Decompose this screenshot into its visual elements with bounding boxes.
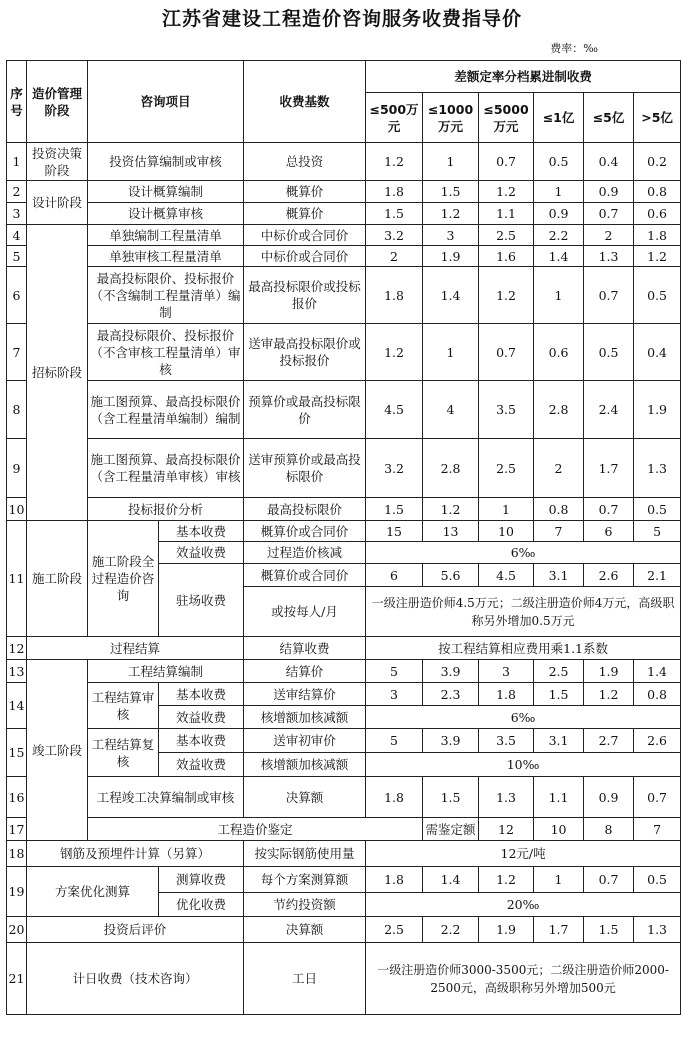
rate-cell: 0.5 — [634, 867, 681, 893]
fee-type-cell: 基本收费 — [159, 683, 244, 706]
item-cell: 设计概算审核 — [88, 203, 244, 225]
rate-cell: 5.6 — [423, 564, 479, 587]
rate-cell: 0.8 — [534, 498, 584, 521]
item-cell: 单独编制工程量清单 — [88, 225, 244, 246]
base-cell: 送审结算价 — [244, 683, 366, 706]
base-cell: 需鉴定额 — [423, 818, 479, 841]
fee-type-cell: 效益收费 — [159, 542, 244, 564]
fee-type-cell: 效益收费 — [159, 706, 244, 729]
rate-cell: 0.9 — [584, 181, 634, 203]
table-row — [7, 729, 681, 753]
table-row — [7, 867, 681, 893]
table-row — [7, 381, 681, 439]
rate-cell: 1.3 — [479, 777, 534, 818]
row-number: 15 — [7, 729, 27, 777]
rate-cell: 1 — [423, 324, 479, 381]
rate-cell: 0.8 — [634, 683, 681, 706]
rate-cell: 2.7 — [584, 729, 634, 753]
rate-cell: 0.4 — [634, 324, 681, 381]
rate-cell: 8 — [584, 818, 634, 841]
rate-cell: 1 — [423, 143, 479, 181]
base-cell: 概算价或合同价 — [244, 521, 366, 542]
rate-cell: 4.5 — [366, 381, 423, 439]
row-number: 13 — [7, 660, 27, 683]
fee-table — [6, 60, 681, 1015]
rate-cell: 2.6 — [584, 564, 634, 587]
fee-type-cell: 优化收费 — [159, 893, 244, 917]
rate-cell: 1.5 — [584, 917, 634, 943]
table-row — [7, 181, 681, 203]
rate-cell: 2.5 — [479, 439, 534, 498]
rate-cell: 1.8 — [366, 267, 423, 324]
table-row — [7, 143, 681, 181]
rate-cell: 3.1 — [534, 564, 584, 587]
rate-cell: 3.2 — [366, 225, 423, 246]
rate-cell: 1.4 — [423, 267, 479, 324]
table-row — [7, 203, 681, 225]
item-cell: 工程结算审核 — [88, 683, 159, 729]
rate-cell: 0.4 — [584, 143, 634, 181]
rate-cell: 0.8 — [634, 181, 681, 203]
stage-cell: 竣工阶段 — [27, 660, 88, 841]
fee-type-cell: 驻场收费 — [159, 564, 244, 637]
rate-cell: 7 — [534, 521, 584, 542]
row-number: 6 — [7, 267, 27, 324]
rate-cell: 0.6 — [634, 203, 681, 225]
table-row — [7, 841, 681, 867]
header-tiers-title: 差额定率分档累进制收费 — [366, 61, 681, 93]
rate-cell: 1.2 — [479, 181, 534, 203]
rate-cell: 1.2 — [366, 143, 423, 181]
rate-cell: 1.4 — [534, 246, 584, 267]
rate-cell: 2.5 — [479, 225, 534, 246]
row-number: 11 — [7, 521, 27, 637]
item-cell: 投标报价分析 — [88, 498, 244, 521]
rate-cell: 1.7 — [584, 439, 634, 498]
rate-cell: 1.2 — [479, 867, 534, 893]
rate-cell: 1 — [534, 267, 584, 324]
row-number: 12 — [7, 637, 27, 660]
rate-cell: 0.6 — [534, 324, 584, 381]
table-row — [7, 246, 681, 267]
stage-cell: 投资决策阶段 — [27, 143, 88, 181]
rate-cell: 1 — [534, 867, 584, 893]
rate-cell: 1.9 — [479, 917, 534, 943]
item-cell: 过程结算 — [27, 637, 244, 660]
base-cell: 中标价或合同价 — [244, 225, 366, 246]
rate-cell: 0.7 — [584, 267, 634, 324]
rate-cell: 10‰ — [366, 753, 681, 777]
rate-cell: 0.7 — [479, 324, 534, 381]
rate-cell: 10 — [534, 818, 584, 841]
rate-cell: 2.4 — [584, 381, 634, 439]
rate-cell: 0.9 — [584, 777, 634, 818]
base-cell: 结算价 — [244, 660, 366, 683]
item-cell: 计日收费（技术咨询） — [27, 943, 244, 1015]
rate-cell: 4.5 — [479, 564, 534, 587]
rate-cell: 1.6 — [479, 246, 534, 267]
table-row — [7, 943, 681, 1015]
table-row — [7, 324, 681, 381]
rate-cell: 10 — [479, 521, 534, 542]
base-cell: 预算价或最高投标限价 — [244, 381, 366, 439]
rate-cell: 1.3 — [634, 439, 681, 498]
rate-cell: 1.8 — [366, 867, 423, 893]
rate-cell: 2.5 — [534, 660, 584, 683]
row-number: 5 — [7, 246, 27, 267]
rate-cell: 1.5 — [366, 498, 423, 521]
rate-cell: 1.2 — [423, 203, 479, 225]
rate-cell: 1.5 — [366, 203, 423, 225]
rate-cell: 1 — [534, 181, 584, 203]
row-number: 3 — [7, 203, 27, 225]
rate-cell: 1.2 — [634, 246, 681, 267]
rate-cell: 2 — [366, 246, 423, 267]
rate-cell: 2.2 — [534, 225, 584, 246]
item-cell: 投资估算编制或审核 — [88, 143, 244, 181]
item-cell: 设计概算编制 — [88, 181, 244, 203]
table-row — [7, 818, 681, 841]
rate-cell: 0.5 — [634, 267, 681, 324]
fee-type-cell: 基本收费 — [159, 729, 244, 753]
rate-cell: 1 — [479, 498, 534, 521]
rate-cell: 0.7 — [584, 203, 634, 225]
fee-type-cell: 测算收费 — [159, 867, 244, 893]
table-row — [7, 917, 681, 943]
rate-cell: 0.5 — [634, 498, 681, 521]
item-cell: 施工图预算、最高投标限价（含工程量清单审核）审核 — [88, 439, 244, 498]
table-row — [7, 498, 681, 521]
item-cell: 钢筋及预埋件计算（另算） — [27, 841, 244, 867]
rate-cell: 1.5 — [423, 777, 479, 818]
rate-cell: 2 — [584, 225, 634, 246]
rate-cell: 0.5 — [534, 143, 584, 181]
rate-cell: 1.2 — [584, 683, 634, 706]
rate-cell: 0.7 — [584, 867, 634, 893]
base-cell: 送审初审价 — [244, 729, 366, 753]
rate-cell: 1.1 — [534, 777, 584, 818]
rate-cell: 1.7 — [534, 917, 584, 943]
rate-cell: 1.3 — [584, 246, 634, 267]
table-row — [7, 777, 681, 818]
item-cell: 工程造价鉴定 — [88, 818, 423, 841]
item-cell: 施工图预算、最高投标限价（含工程量清单编制）编制 — [88, 381, 244, 439]
rate-cell: 5 — [366, 660, 423, 683]
rate-cell: 3.9 — [423, 660, 479, 683]
rate-cell: 2.2 — [423, 917, 479, 943]
base-cell: 总投资 — [244, 143, 366, 181]
rate-cell: 0.7 — [584, 498, 634, 521]
header-item: 咨询项目 — [88, 61, 244, 143]
rate-cell: 0.7 — [634, 777, 681, 818]
base-cell: 按实际钢筋使用量 — [244, 841, 366, 867]
row-number: 4 — [7, 225, 27, 246]
row-number: 9 — [7, 439, 27, 498]
rate-cell: 3.1 — [534, 729, 584, 753]
base-cell: 送审预算价或最高投标限价 — [244, 439, 366, 498]
table-row — [7, 660, 681, 683]
row-number: 17 — [7, 818, 27, 841]
rate-unit-label: 费率：‰ — [550, 42, 598, 55]
table-row — [7, 521, 681, 542]
rate-cell: 1.3 — [634, 917, 681, 943]
note-cell: 12元/吨 — [366, 841, 681, 867]
item-cell: 投资后评价 — [27, 917, 244, 943]
rate-cell: 1.2 — [423, 498, 479, 521]
rate-cell: 2.8 — [423, 439, 479, 498]
table-row — [7, 683, 681, 706]
rate-cell: 1.5 — [423, 181, 479, 203]
base-cell: 核增额加核减额 — [244, 753, 366, 777]
header-tier-6: >5亿 — [634, 93, 681, 143]
row-number: 1 — [7, 143, 27, 181]
base-cell: 结算收费 — [244, 637, 366, 660]
rate-cell: 0.5 — [584, 324, 634, 381]
rate-cell: 6‰ — [366, 542, 681, 564]
base-cell: 核增额加核减额 — [244, 706, 366, 729]
base-cell: 决算额 — [244, 777, 366, 818]
note-cell: 按工程结算相应费用乘1.1系数 — [366, 637, 681, 660]
stage-cell: 施工阶段 — [27, 521, 88, 637]
rate-cell: 6‰ — [366, 706, 681, 729]
item-cell: 单独审核工程量清单 — [88, 246, 244, 267]
rate-cell: 1.9 — [634, 381, 681, 439]
base-cell: 概算价 — [244, 181, 366, 203]
base-cell: 决算额 — [244, 917, 366, 943]
rate-cell: 1.1 — [479, 203, 534, 225]
rate-cell: 1.2 — [479, 267, 534, 324]
rate-cell: 3.9 — [423, 729, 479, 753]
rate-cell: 1.9 — [423, 246, 479, 267]
rate-cell: 0.7 — [479, 143, 534, 181]
header-tier-5: ≤5亿 — [584, 93, 634, 143]
base-cell: 最高投标限价或投标报价 — [244, 267, 366, 324]
rate-cell: 2 — [534, 439, 584, 498]
rate-cell: 0.9 — [534, 203, 584, 225]
row-number: 8 — [7, 381, 27, 439]
header-stage: 造价管理阶段 — [27, 61, 88, 143]
base-cell: 工日 — [244, 943, 366, 1015]
base-cell: 概算价 — [244, 203, 366, 225]
row-number: 20 — [7, 917, 27, 943]
fee-type-cell: 基本收费 — [159, 521, 244, 542]
rate-cell: 3.5 — [479, 729, 534, 753]
item-cell: 工程竣工决算编制或审核 — [88, 777, 244, 818]
table-row — [7, 637, 681, 660]
rate-cell: 2.5 — [366, 917, 423, 943]
header-base: 收费基数 — [244, 61, 366, 143]
rate-cell: 13 — [423, 521, 479, 542]
base-cell: 送审最高投标限价或投标报价 — [244, 324, 366, 381]
table-row — [7, 225, 681, 246]
rate-cell: 5 — [634, 521, 681, 542]
rate-cell: 0.2 — [634, 143, 681, 181]
page-title: 江苏省建设工程造价咨询服务收费指导价 — [161, 8, 522, 30]
rate-cell: 3 — [423, 225, 479, 246]
base-cell: 过程造价核减 — [244, 542, 366, 564]
rate-cell: 6 — [584, 521, 634, 542]
rate-cell: 1.8 — [634, 225, 681, 246]
item-cell: 工程结算编制 — [88, 660, 244, 683]
fee-type-cell: 效益收费 — [159, 753, 244, 777]
note-cell: 一级注册造价师4.5万元；二级注册造价师4万元，高级职称另外增加0.5万元 — [366, 587, 681, 637]
table-row — [7, 439, 681, 498]
item-cell: 工程结算复核 — [88, 729, 159, 777]
base-cell: 或按每人/月 — [244, 587, 366, 637]
rate-cell: 3.2 — [366, 439, 423, 498]
rate-cell: 3 — [366, 683, 423, 706]
base-cell: 节约投资额 — [244, 893, 366, 917]
item-cell: 方案优化测算 — [27, 867, 159, 917]
item-cell: 施工阶段全过程造价咨询 — [88, 521, 159, 637]
item-cell: 最高投标限价、投标报价（不含编制工程量清单）编制 — [88, 267, 244, 324]
base-cell: 概算价或合同价 — [244, 564, 366, 587]
header-tier-2: ≤1000万元 — [423, 93, 479, 143]
row-number: 16 — [7, 777, 27, 818]
rate-cell: 1.2 — [366, 324, 423, 381]
rate-cell: 20‰ — [366, 893, 681, 917]
row-number: 14 — [7, 683, 27, 729]
rate-cell: 5 — [366, 729, 423, 753]
row-number: 19 — [7, 867, 27, 917]
base-cell: 中标价或合同价 — [244, 246, 366, 267]
rate-cell: 1.9 — [584, 660, 634, 683]
rate-cell: 7 — [634, 818, 681, 841]
header-tier-1: ≤500万元 — [366, 93, 423, 143]
rate-cell: 1.8 — [479, 683, 534, 706]
rate-cell: 2.8 — [534, 381, 584, 439]
row-number: 10 — [7, 498, 27, 521]
item-cell: 最高投标限价、投标报价（不含审核工程量清单）审核 — [88, 324, 244, 381]
rate-cell: 1.4 — [634, 660, 681, 683]
row-number: 7 — [7, 324, 27, 381]
table-row — [7, 267, 681, 324]
rate-cell: 6 — [366, 564, 423, 587]
rate-cell: 1.8 — [366, 181, 423, 203]
rate-cell: 2.1 — [634, 564, 681, 587]
rate-cell: 2.3 — [423, 683, 479, 706]
rate-cell: 3.5 — [479, 381, 534, 439]
stage-cell: 招标阶段 — [27, 225, 88, 521]
row-number: 21 — [7, 943, 27, 1015]
row-number: 2 — [7, 181, 27, 203]
base-cell: 每个方案测算额 — [244, 867, 366, 893]
header-seq: 序号 — [7, 61, 27, 143]
header-tier-4: ≤1亿 — [534, 93, 584, 143]
base-cell: 最高投标限价 — [244, 498, 366, 521]
row-number: 18 — [7, 841, 27, 867]
rate-cell: 3 — [479, 660, 534, 683]
rate-cell: 12 — [479, 818, 534, 841]
rate-cell: 15 — [366, 521, 423, 542]
rate-cell: 1.8 — [366, 777, 423, 818]
rate-cell: 1.5 — [534, 683, 584, 706]
rate-cell: 4 — [423, 381, 479, 439]
rate-cell: 2.6 — [634, 729, 681, 753]
rate-cell: 1.4 — [423, 867, 479, 893]
note-cell: 一级注册造价师3000-3500元；二级注册造价师2000-2500元，高级职称另外增加500元 — [366, 943, 681, 1015]
stage-cell: 设计阶段 — [27, 181, 88, 225]
header-tier-3: ≤5000万元 — [479, 93, 534, 143]
